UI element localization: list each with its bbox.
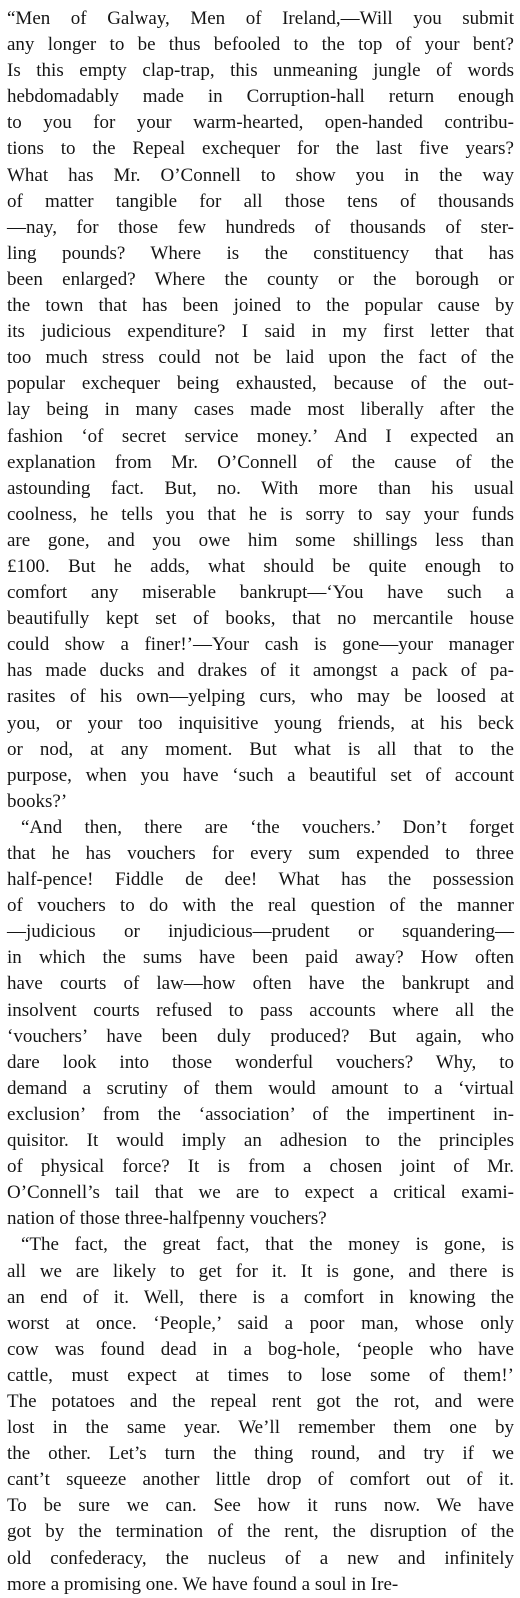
text-line: astounding fact. But, no. With more than his usual [7, 477, 514, 499]
text-line: lost in the same year. We’ll remember them one by [7, 1417, 514, 1439]
text-line: worst at once. ‘People,’ said a poor man, whose only [7, 1312, 514, 1334]
text-line: has made ducks and drakes of it amongst a pack of pa- [7, 660, 514, 682]
text-line: of matter tangible for all those tens of thousands [7, 190, 514, 212]
text-line: O’Connell’s tail that we are to expect a critical exami- [7, 1182, 514, 1204]
text-line: Is this empty clap-trap, this unmeaning jungle of words [7, 60, 514, 82]
text-line: purpose, when you have ‘such a beautiful set of account [7, 764, 514, 786]
text-line: been enlarged? Where the county or the borough or [7, 268, 514, 290]
text-line: rasites of his own—yelping curs, who may be loosed at [7, 686, 514, 708]
text-line: —judicious or injudicious—prudent or squandering— [7, 921, 514, 943]
text-line: the other. Let’s turn the thing round, and try if we [7, 1443, 514, 1465]
text-line: any longer to be thus befooled to the top of your bent? [7, 34, 514, 56]
text-line: insolvent courts refused to pass accounts where all the [7, 999, 514, 1021]
text-line: ‘vouchers’ have been duly produced? But again, who [7, 1025, 514, 1047]
text-line: lay being in many cases made most liberally after the [7, 399, 514, 421]
text-line: the town that has been joined to the popular cause by [7, 295, 514, 317]
text-line: old confederacy, the nucleus of a new and infinitely [7, 1547, 514, 1569]
text-line: of physical force? It is from a chosen joint of Mr. [7, 1156, 514, 1178]
text-line: its judicious expenditure? I said in my first letter that [7, 321, 514, 343]
text-line: —nay, for those few hundreds of thousands of ster- [7, 216, 514, 238]
text-line: popular exchequer being exhausted, because of the out- [7, 373, 514, 395]
paragraph-men-of-galway [7, 6, 514, 815]
text-line: demand a scrutiny of them would amount to a ‘virtual [7, 1077, 514, 1099]
text-line: you, or your too inquisitive young friends, at his beck [7, 712, 514, 734]
text-line: “The fact, the great fact, that the money is gone, is [21, 1234, 514, 1256]
text-line: to you for your warm-hearted, open-handed contribu- [7, 112, 514, 134]
text-line: got by the termination of the rent, the disruption of the [7, 1521, 514, 1543]
text-line: all we are likely to get for it. It is gone, and there is [7, 1260, 514, 1282]
text-line: beautifully kept set of books, that no mercantile house [7, 608, 514, 630]
text-line: more a promising one. We have found a soul in Ire- [7, 1573, 399, 1595]
text-line: cow was found dead in a bog-hole, ‘people who have [7, 1338, 514, 1360]
text-line: hebdomadably made in Corruption-hall return enough [7, 86, 514, 108]
text-line: What has Mr. O’Connell to show you in the way [7, 164, 514, 186]
text-line: too much stress could not be laid upon the fact of the [7, 347, 514, 369]
text-line: could show a finer!’—Your cash is gone—your manager [7, 634, 514, 656]
text-line: “And then, there are ‘the vouchers.’ Don’t forget [21, 816, 514, 838]
text-line: have courts of law—how often have the bankrupt and [7, 973, 514, 995]
text-line: £100. But he adds, what should be quite enough to [7, 555, 514, 577]
text-line: in which the sums have been paid away? How often [7, 947, 514, 969]
text-line: “Men of Galway, Men of Ireland,—Will you submit [7, 8, 514, 29]
text-line: cant’t squeeze another little drop of comfort out of it. [7, 1469, 514, 1491]
text-line: of vouchers to do with the real question of the manner [7, 895, 514, 917]
text-line: explanation from Mr. O’Connell of the cause of the [7, 451, 514, 473]
text-line: cattle, must expect at times to lose some of them!’ [7, 1364, 514, 1386]
text-line: exclusion’ from the ‘association’ of the impertinent in- [7, 1103, 514, 1125]
text-line: an end of it. Well, there is a comfort in knowing the [7, 1286, 514, 1308]
text-line: dare look into those wonderful vouchers? Why, to [7, 1051, 514, 1073]
paragraph-the-great-fact [7, 1232, 514, 1597]
text-line: are gone, and you owe him some shillings less than [7, 529, 514, 551]
text-line: that he has vouchers for every sum expended to three [7, 843, 514, 864]
text-line: comfort any miserable bankrupt—‘You have such a [7, 582, 514, 604]
text-line: ling pounds? Where is the constituency that has [7, 242, 514, 264]
text-line: coolness, he tells you that he is sorry to say your funds [7, 503, 514, 525]
text-line: quisitor. It would imply an adhesion to the principles [7, 1130, 514, 1152]
paragraph-the-vouchers [7, 815, 514, 1233]
text-line: books?’ [7, 790, 68, 812]
text-line: The potatoes and the repeal rent got the rot, and were [7, 1390, 514, 1412]
text-line: fashion ‘of secret service money.’ And I expected an [7, 425, 514, 447]
text-line: To be sure we can. See how it runs now. We have [7, 1495, 514, 1517]
text-line: or nod, at any moment. But what is all that to the [7, 738, 514, 760]
text-line: tions to the Repeal exchequer for the last five years? [7, 138, 514, 160]
text-line: nation of those three-halfpenny vouchers? [7, 1208, 327, 1230]
text-line: half-pence! Fiddle de dee! What has the possession [7, 869, 514, 891]
